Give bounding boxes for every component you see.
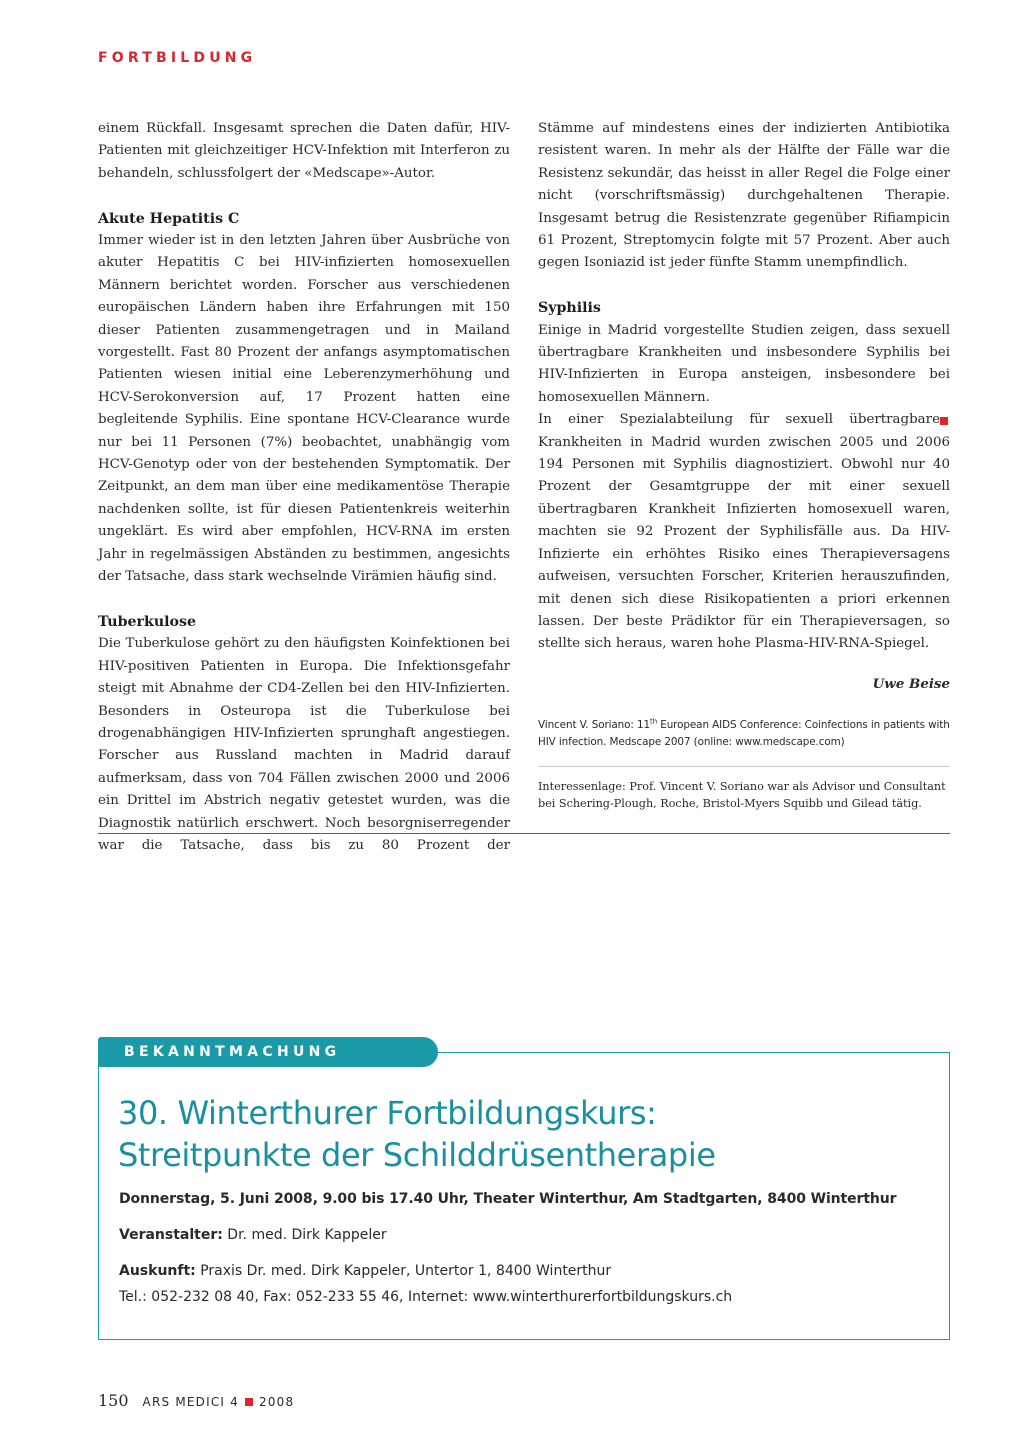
body-paragraph: Einige in Madrid vorgestellte Studien zeigen, dass sexuell übertragbare Krankheiten und insbesondere Syphilis bei HIV-Infizierten in Europa ansteigen, insbesondere bei homosexuellen Männern. <box>538 322 950 405</box>
body-paragraph-text: In einer Spezialabteilung für sexuell übertragbare Krankheiten in Madrid wurden zwischen 2005 und 2006 194 Personen mit Syphilis diagnostiziert. Obwohl nur 40 Prozent der Gesamtgruppe der mit einer sexuell übertragbaren Krankheit Infizierten homosexuell waren, machten sie 92 Prozent der Syphilisfälle aus. Da HIV-Infizierte ein erhöhtes Risiko eines Therapieversagens aufweisen, versuchten Forscher, Kriterien herauszufinden, mit denen sich diese Risikopatienten a priori erkennen lassen. Der beste Prädiktor für ein Therapieversagen, so stellte sich heraus, waren hohe Plasma-HIV-RNA-Spiegel. <box>538 412 950 652</box>
left-column <box>98 118 510 857</box>
notice-date-line: Donnerstag, 5. Juni 2008, 9.00 bis 17.40 Uhr, Theater Winterthur, Am Stadtgarten, 8400 Winterthur <box>119 1191 897 1207</box>
notice-title-line: Streitpunkte der Schilddrüsentherapie <box>118 1136 716 1174</box>
subheading-tuberkulose: Tuberkulose <box>98 613 197 630</box>
notice-title <box>118 1092 938 1176</box>
author-name: Uwe Beise <box>872 675 950 692</box>
body-paragraph <box>538 409 950 655</box>
notice-tab-label: BEKANNTMACHUNG <box>124 1044 341 1060</box>
body-paragraph: einem Rückfall. Insgesamt sprechen die Daten dafür, HIV-Patienten mit gleichzeitiger HCV-Infektion mit Interferon zu behandeln, schlussfolgert der «Medscape»-Autor. <box>98 121 510 181</box>
section-divider <box>98 833 950 834</box>
notice-organizer <box>119 1227 387 1243</box>
notice-info <box>119 1263 611 1279</box>
journal-year: 2008 <box>259 1395 295 1409</box>
reference-text: Vincent V. Soriano: 11 <box>538 719 651 732</box>
subheading-hepatitis: Akute Hepatitis C <box>98 210 240 227</box>
body-paragraph: Immer wieder ist in den letzten Jahren über Ausbrüche von akuter Hepatitis C bei HIV-infizierten homosexuellen Männern berichtet worden. Forscher aus verschiedenen europäischen Ländern haben ihre Erfahrungen mit 150 dieser Patienten zusammengetragen und in Mailand vorgestellt. Fast 80 Prozent der anfangs asymptomatischen Patienten wiesen initial eine Leberenzymerhöhung und HCV-Serokonversion auf, 17 Prozent hatten eine begleitende Syphilis. Eine spontane HCV-Clearance wurde nur bei 11 Personen (7%) beobachtet, unabhängig vom HCV-Genotyp oder von der bestehenden Symptomatik. Der Zeitpunkt, an dem man über eine medikamentöse Therapie nachdenken sollte, ist für diesen Patientenkreis weiterhin ungeklärt. Es wird aber empfohlen, HCV-RNA im ersten Jahr in regelmässigen Abständen zu bestimmen, angesichts der Tatsache, dass stark wechselnde Virämien häufig sind. <box>98 233 510 585</box>
notice-title-line: 30. Winterthurer Fortbildungskurs: <box>118 1094 657 1132</box>
end-of-article-icon <box>940 417 948 425</box>
separator-square-icon <box>245 1398 253 1406</box>
page-number: 150 <box>98 1391 129 1410</box>
journal-name: ARS MEDICI 4 <box>142 1395 240 1409</box>
reference-text: European AIDS Conference: Coinfections in patients with HIV infection. Medscape 2007 (online: www.medscape.com) <box>538 719 950 748</box>
reference-superscript: th <box>650 717 658 726</box>
page-footer <box>98 1391 294 1410</box>
organizer-value: Dr. med. Dirk Kappeler <box>222 1227 387 1243</box>
subheading-syphilis: Syphilis <box>538 300 601 317</box>
info-value: Praxis Dr. med. Dirk Kappeler, Untertor 1, 8400 Winterthur <box>195 1263 612 1279</box>
section-label: FORTBILDUNG <box>98 50 257 66</box>
conflict-of-interest: Interessenlage: Prof. Vincent V. Soriano war als Advisor und Consultant bei Schering-Plough, Roche, Bristol-Myers Squibb und Gilead tätig. <box>538 780 946 811</box>
info-label: Auskunft: <box>119 1263 196 1279</box>
reference-divider <box>538 766 950 767</box>
right-column <box>538 118 950 812</box>
notice-contact: Tel.: 052-232 08 40, Fax: 052-233 55 46, Internet: www.winterthurerfortbildungskurs.ch <box>119 1289 733 1305</box>
organizer-label: Veranstalter: <box>119 1227 223 1243</box>
body-paragraph: Die Tuberkulose gehört zu den häufigsten Koinfektionen bei HIV-positiven Patienten in Europa. Die Infektionsgefahr steigt mit Abnahme der CD4-Zellen bei den HIV-Infizierten. Besonders in Osteuropa ist die Tuberkulose bei drogenabhängigen HIV-Infizierten sprunghaft angestiegen. Forscher aus Russland machten in Madrid darauf aufmerksam, dass von 704 Fällen zwischen 2000 und 2006 ein Drittel im Abstrich negativ getestet wurden, was die Diagnostik natürlich erschwert. Noch besorgniserregender war die Tatsache, dass bis zu 80 Prozent der <box>98 636 510 853</box>
body-paragraph: Stämme auf mindestens eines der indizierten Antibiotika resistent waren. In mehr als der Hälfte der Fälle war die Resistenz sekundär, das heisst in aller Regel die Folge einer nicht (vorschriftsmässig) durchgehaltenen Therapie. Insgesamt betrug die Resistenzrate gegenüber Rifiampicin 61 Prozent, Streptomycin folgte mit 57 Prozent. Aber auch gegen Isoniazid ist jeder fünfte Stamm unempfindlich. <box>538 121 950 271</box>
reference <box>538 717 950 750</box>
